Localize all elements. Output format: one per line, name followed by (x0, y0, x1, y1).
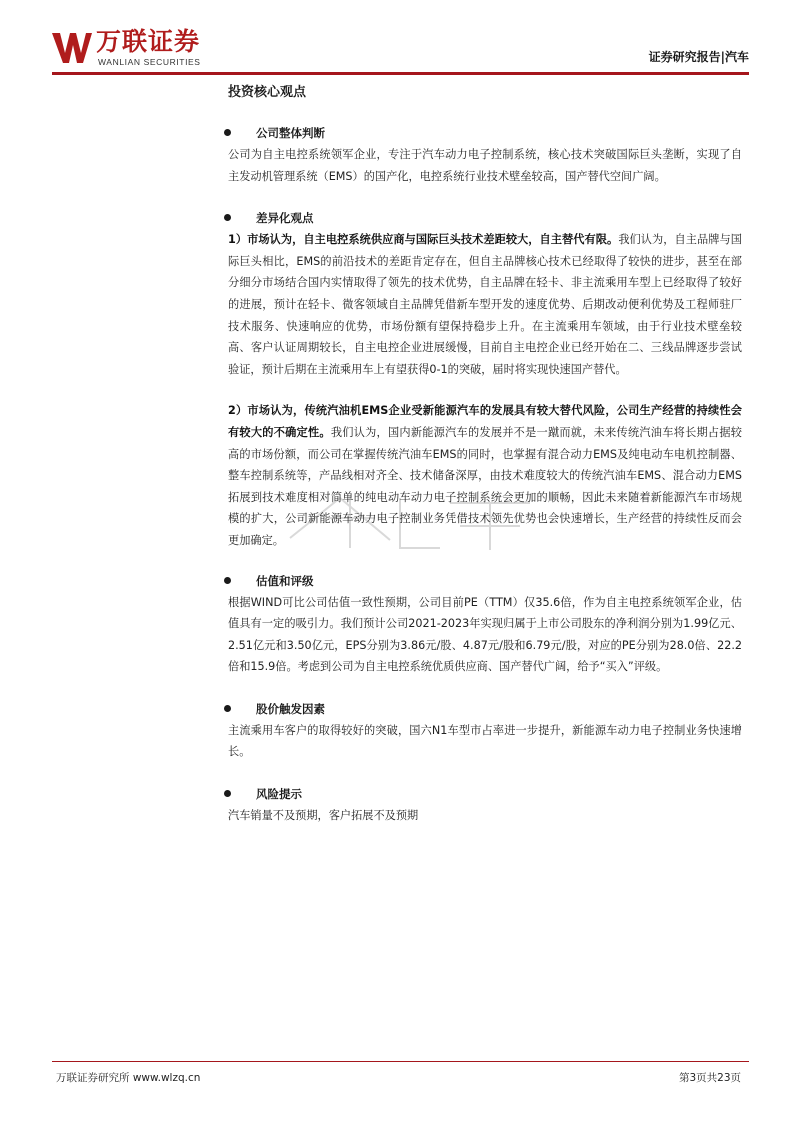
section-heading: 风险提示 (228, 783, 742, 805)
footer-institute-link[interactable]: 万联证券研究所 www.wlzq.cn (56, 1072, 201, 1084)
paragraph-body: 我们认为，国内新能源汽车的发展并不是一蹴而就，未来传统汽油车将长期占据较高的市场份额，而公司在掌握传统汽油车EMS的同时，也掌握有混合动力EMS及纯电动车电机控制器、整车控制系统等，产品线相对齐全、技术储备深厚，由技术难度较大的传统汽油车EMS、混合动力EMS拓展到技术难度相对简单的纯电动车动力电子控制系统会更加的顺畅，因此未来随着新能源汽车市场规模的扩大，公司新能源车动力电子控制业务凭借技术领先优势也会快速增长，生产经营的持续性反而会更加确定。 (228, 425, 742, 547)
paragraph-lead: 1）市场认为，自主电控系统供应商与国际巨头技术差距较大，自主替代有限。 (228, 233, 619, 247)
main-content (228, 82, 742, 827)
section-company-overview (228, 122, 742, 187)
wanlian-logo-icon (52, 31, 92, 65)
page-header (52, 26, 749, 72)
report-type-label: 证券研究报告|汽车 (648, 50, 749, 64)
section-heading: 股价触发因素 (228, 698, 742, 720)
bullet-icon (224, 129, 231, 136)
footer-divider (52, 1061, 749, 1062)
section-paragraph (228, 229, 742, 380)
section-differentiated-view (228, 207, 742, 551)
page-title: 投资核心观点 (228, 85, 307, 100)
logo-english-name: WANLIAN SECURITIES (98, 57, 201, 67)
bullet-icon (224, 577, 231, 584)
section-paragraph: 汽车销量不及预期，客户拓展不及预期 (228, 809, 419, 823)
paragraph-body: 我们认为，自主品牌与国际巨头相比，EMS的前沿技术的差距肯定存在，但自主品牌核心技术已经取得了较快的进步，甚至在部分细分市场结合国内实情取得了领先的技术优势，自主品牌在轻卡、非主流乘用车型上已经取得了较好的进展，预计在轻卡、微客领域自主品牌凭借新车型开发的速度优势、后期改动便利优势及工程师驻厂技术服务、快速响应的优势，市场份额有望保持稳步上升。在主流乘用车领域，由于行业技术壁垒较高、客户认证周期较长，自主电控企业进展缓慢，目前自主电控企业已经开始在二、三线品牌逐步尝试验证，预计后期在主流乘用车上有望获得0-1的突破，届时将实现快速国产替代。 (228, 233, 742, 376)
section-paragraph: 主流乘用车客户的取得较好的突破，国六N1车型市占率进一步提升，新能源车动力电子控制业务快速增长。 (228, 723, 742, 759)
section-heading: 估值和评级 (228, 570, 742, 592)
logo-chinese-name: 万联证券 (96, 27, 201, 56)
page-number: 第3页共23页 (678, 1072, 741, 1084)
bullet-icon (224, 705, 231, 712)
paragraph-lead: 2）市场认为，传统汽油机EMS企业受新能源汽车的发展具有较大替代风险，公司生产经营的持续性会有较大的不确定性。 (228, 404, 742, 439)
section-heading: 公司整体判断 (228, 122, 742, 144)
section-paragraph (228, 400, 742, 551)
section-paragraph: 公司为自主电控系统领军企业，专注于汽车动力电子控制系统，核心技术突破国际巨头垄断，实现了自主发动机管理系统（EMS）的国产化，电控系统行业技术壁垒较高，国产替代空间广阔。 (228, 148, 742, 183)
bullet-icon (224, 214, 231, 221)
section-risk-warning (228, 783, 742, 827)
bullet-icon (224, 790, 231, 797)
section-heading: 差异化观点 (228, 207, 742, 229)
header-divider (52, 72, 749, 75)
section-paragraph: 根据WIND可比公司估值一致性预期，公司目前PE（TTM）仅35.6倍，作为自主电控系统领军企业，估值具有一定的吸引力。我们预计公司2021-2023年实现归属于上市公司股东的净利润分别为1.99亿元、2.51亿元和3.50亿元，EPS分别为3.86元/股、4.87元/股和6.79元/股，对应的PE分别为28.0倍、22.2倍和15.9倍。考虑到公司为自主电控系统优质供应商、国产替代广阔，给予“买入”评级。 (228, 595, 742, 674)
section-valuation-rating (228, 570, 742, 678)
section-price-catalysts (228, 698, 742, 763)
